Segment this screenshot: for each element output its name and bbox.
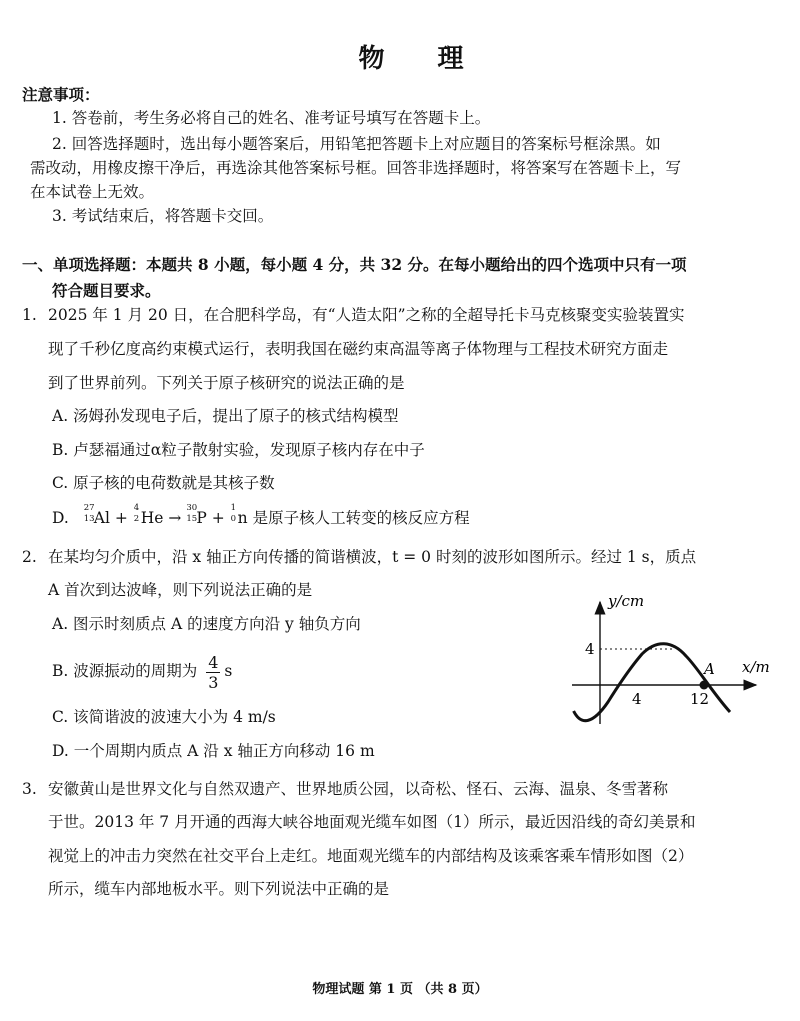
x-tick-12: 12	[690, 690, 710, 708]
q2-option-b: B. 波源振动的周期为 $\frac{4}{3}$ s	[52, 652, 233, 692]
notice-item: 3. 考试结束后，将答题卡交回。	[52, 207, 274, 225]
section-heading-cont: 符合题目要求。	[52, 281, 161, 300]
nuclide-p: 30 15 P	[186, 503, 207, 527]
notice-item: 2. 回答选择题时，选出每小题答案后，用铅笔把答题卡上对应题目的答案标号框涂黑。如	[52, 135, 661, 153]
q2-option-a: A. 图示时刻质点 A 的速度方向沿 y 轴负方向	[52, 615, 361, 633]
page-title: 物 理	[358, 44, 486, 74]
q1-number: 1.	[22, 306, 37, 324]
q3-stem: 所示，缆车内部地板水平。则下列说法中正确的是	[48, 880, 390, 898]
point-a	[700, 681, 709, 690]
notice-heading: 注意事项：	[22, 85, 100, 104]
notice-item: 在本试卷上无效。	[30, 183, 155, 201]
q1-option-d-label: D.	[52, 509, 69, 527]
notice-item: 1. 答卷前，考生务必将自己的姓名、准考证号填写在答题卡上。	[52, 109, 491, 127]
q1-stem: 2025 年 1 月 20 日，在合肥科学岛，有“人造太阳”之称的全超导托卡马克核聚变实验装置实	[48, 306, 685, 324]
q2-option-d: D. 一个周期内质点 A 沿 x 轴正方向移动 16 m	[52, 742, 375, 760]
section-heading: 一、单项选择题：本题共 8 小题，每小题 4 分，共 32 分。在每小题给出的四个选项中只有一项	[22, 255, 687, 274]
q3-number: 3.	[22, 780, 37, 798]
x-tick-4: 4	[632, 690, 642, 708]
q2-option-c: C. 该简谐波的波速大小为 4 m/s	[52, 708, 276, 726]
q1-option-b: B. 卢瑟福通过α粒子散射实验，发现原子核内存在中子	[52, 441, 425, 459]
q2-stem: A 首次到达波峰，则下列说法正确的是	[48, 581, 313, 599]
q2-stem: 在某均匀介质中，沿 x 轴正方向传播的简谐横波，t = 0 时刻的波形如图所示。经过 1 s，质点	[48, 548, 697, 566]
nuclide-n: 1 0 n	[230, 503, 248, 527]
q1-stem: 到了世界前列。下列关于原子核研究的说法正确的是	[48, 374, 405, 392]
q3-stem: 于世。2013 年 7 月开通的西海大峡谷地面观光缆车如图（1）所示，最近因沿线的奇幻美景和	[48, 813, 696, 831]
notice-item: 需改动，用橡皮擦干净后，再选涂其他答案标号框。回答非选择题时，将答案写在答题卡上，写	[30, 159, 682, 177]
nuclide-he: 4 2 He	[133, 503, 164, 527]
amplitude-label: 4	[585, 640, 595, 658]
q1-option-c: C. 原子核的电荷数就是其核子数	[52, 474, 275, 492]
q3-stem: 安徽黄山是世界文化与自然双遗产、世界地质公园，以奇松、怪石、云海、温泉、冬雪著称	[48, 780, 669, 798]
period-fraction: $\frac{4}{3}$	[208, 652, 219, 692]
page-footer: 物理试题 第 1 页 （共 8 页）	[312, 982, 488, 997]
x-axis-label: x/m	[742, 658, 770, 676]
q1-option-d: D. 27 13 Al + 4 2 He → 30 15 P + 1 0 n 是原子核人工转变的核反应方程	[52, 503, 470, 527]
nuclide-al: 27 13 Al	[83, 503, 110, 527]
q3-stem: 视觉上的冲击力突然在社交平台上走红。地面观光缆车的内部结构及该乘客乘车情形如图（2）	[48, 847, 694, 865]
y-axis-label: y/cm	[608, 592, 645, 610]
q1-option-a: A. 汤姆孙发现电子后，提出了原子的核式结构模型	[52, 407, 399, 425]
wave-figure	[560, 588, 780, 728]
point-a-label: A	[704, 660, 715, 678]
q2-number: 2.	[22, 548, 37, 566]
q1-stem: 现了千秒亿度高约束模式运行，表明我国在磁约束高温等离子体物理与工程技术研究方面走	[48, 340, 669, 358]
